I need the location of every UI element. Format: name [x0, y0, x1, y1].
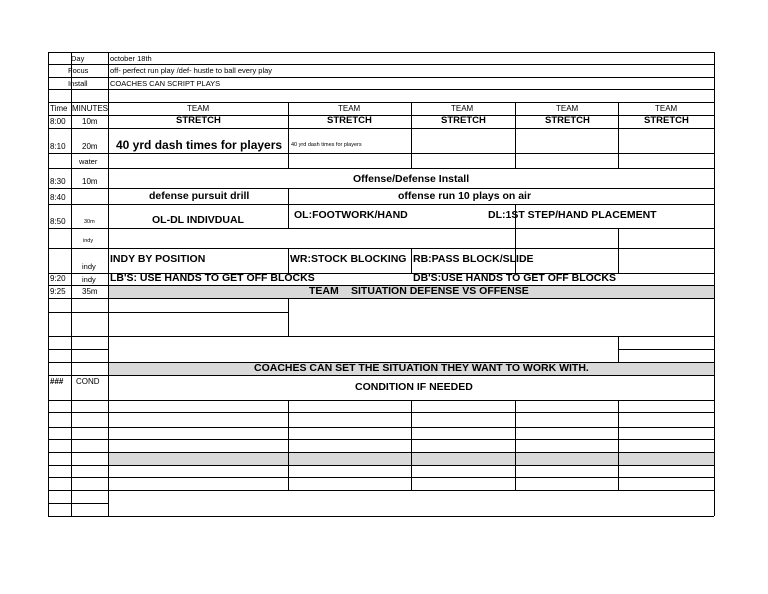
grid-line [48, 204, 714, 205]
minutes-cell: 35m [82, 287, 98, 296]
grid-line [48, 516, 714, 517]
situation-text: SITUATION DEFENSE VS OFFENSE [351, 285, 529, 297]
grid-line [108, 52, 109, 516]
minutes-cell: indy [82, 262, 96, 271]
grid-line [48, 52, 714, 53]
oldl-text: OL-DL INDIVDUAL [152, 214, 244, 226]
time-cell: 8:10 [50, 142, 66, 151]
time-cell: 8:30 [50, 177, 66, 186]
grid-line [411, 400, 412, 490]
condition-text: CONDITION IF NEEDED [355, 381, 473, 393]
grid-line [411, 128, 412, 168]
coaches-situation-text: COACHES CAN SET THE SITUATION THEY WANT TO WORK WITH. [254, 362, 589, 374]
grid-line [288, 188, 289, 228]
grid-line [71, 52, 72, 516]
minutes-cell: 10m [82, 177, 98, 186]
time-cell: 9:20 [50, 274, 66, 283]
grid-line [48, 228, 714, 229]
grid-line [618, 336, 619, 362]
dash-times-text: 40 yrd dash times for players [116, 138, 283, 152]
grid-line [618, 128, 619, 168]
grid-line [515, 128, 516, 168]
grid-line [48, 452, 714, 453]
minutes-cell: COND [76, 377, 100, 386]
col-team-header: TEAM [338, 104, 361, 113]
indy-position-text: INDY BY POSITION [110, 253, 206, 265]
col-minutes-header: MINUTES [72, 104, 108, 113]
stretch-cell: STRETCH [644, 115, 689, 126]
grid-line [48, 115, 714, 116]
db-text: DB'S:USE HANDS TO GET OFF BLOCKS [413, 272, 616, 284]
grid-line [48, 153, 714, 154]
minutes-cell: 10m [82, 117, 98, 126]
day-value: october 18th [110, 54, 152, 63]
wr-text: WR:STOCK BLOCKING [290, 253, 407, 265]
time-cell: 9:25 [50, 287, 66, 296]
grid-line [288, 128, 289, 168]
focus-value: off- perfect run play /def- hustle to ball every play [110, 66, 273, 75]
col-team-header: TEAM [451, 104, 474, 113]
grid-line [48, 168, 714, 169]
stretch-cell: STRETCH [545, 115, 590, 126]
grid-line [411, 248, 412, 273]
grid-line [48, 89, 714, 90]
grid-line [515, 102, 516, 128]
minutes-cell: 30m [84, 219, 95, 225]
time-cell: 8:00 [50, 117, 66, 126]
grid-line [48, 490, 714, 491]
grid-line [48, 128, 714, 129]
minutes-cell: 20m [82, 142, 98, 151]
grid-line [48, 64, 714, 65]
grid-line [48, 298, 714, 299]
team-text: TEAM [309, 285, 339, 297]
grid-line [288, 102, 289, 128]
install-value: COACHES CAN SCRIPT PLAYS [110, 79, 221, 88]
defense-drill-text: defense pursuit drill [149, 190, 250, 202]
grid-line [48, 77, 714, 78]
time-cell: 8:40 [50, 193, 66, 202]
grid-line [618, 228, 619, 273]
grid-line [48, 102, 714, 103]
col-team-header: TEAM [556, 104, 579, 113]
grid-line [48, 52, 49, 516]
grid-line [48, 427, 714, 428]
lb-text: LB'S: USE HANDS TO GET OFF BLOCKS [110, 272, 315, 284]
grid-line [48, 375, 714, 376]
offense-drill-text: offense run 10 plays on air [398, 190, 532, 202]
grid-line [288, 400, 289, 490]
grid-line [515, 400, 516, 490]
grid-line [48, 312, 288, 313]
minutes-cell: indy [82, 275, 96, 284]
time-cell: ### [50, 377, 64, 386]
stretch-cell: STRETCH [176, 115, 221, 126]
grid-line [714, 52, 715, 516]
col-team-header: TEAM [655, 104, 678, 113]
dl-text: DL:1ST STEP/HAND PLACEMENT [488, 209, 657, 221]
grid-line [618, 349, 714, 350]
grid-line [411, 102, 412, 128]
col-time-header: Time [50, 104, 68, 113]
dash-times-small-text: 40 yrd dash times for players [291, 142, 362, 148]
grid-line [618, 400, 619, 490]
focus-label: Focus [68, 66, 89, 75]
grid-line [48, 400, 714, 401]
stretch-cell: STRETCH [441, 115, 486, 126]
stretch-cell: STRETCH [327, 115, 372, 126]
grid-line [48, 336, 714, 337]
minutes-cell: indy [83, 238, 94, 244]
day-label: Day [71, 54, 85, 63]
grid-line [288, 298, 289, 336]
grid-line [48, 248, 714, 249]
water-cell: water [79, 157, 98, 166]
grid-line [48, 412, 714, 413]
grid-line [288, 248, 289, 273]
col-team-header: TEAM [187, 104, 210, 113]
time-cell: 8:50 [50, 217, 66, 226]
grid-line [618, 102, 619, 128]
grid-line [48, 503, 108, 504]
grid-line [48, 477, 714, 478]
ol-text: OL:FOOTWORK/HAND [294, 209, 408, 221]
grid-line [48, 349, 108, 350]
grid-line [48, 439, 714, 440]
rb-text: RB:PASS BLOCK/SLIDE [413, 253, 534, 265]
install-label: Install [68, 79, 88, 88]
grid-line [48, 188, 714, 189]
install-text: Offense/Defense Install [353, 173, 470, 185]
grid-line [48, 465, 714, 466]
